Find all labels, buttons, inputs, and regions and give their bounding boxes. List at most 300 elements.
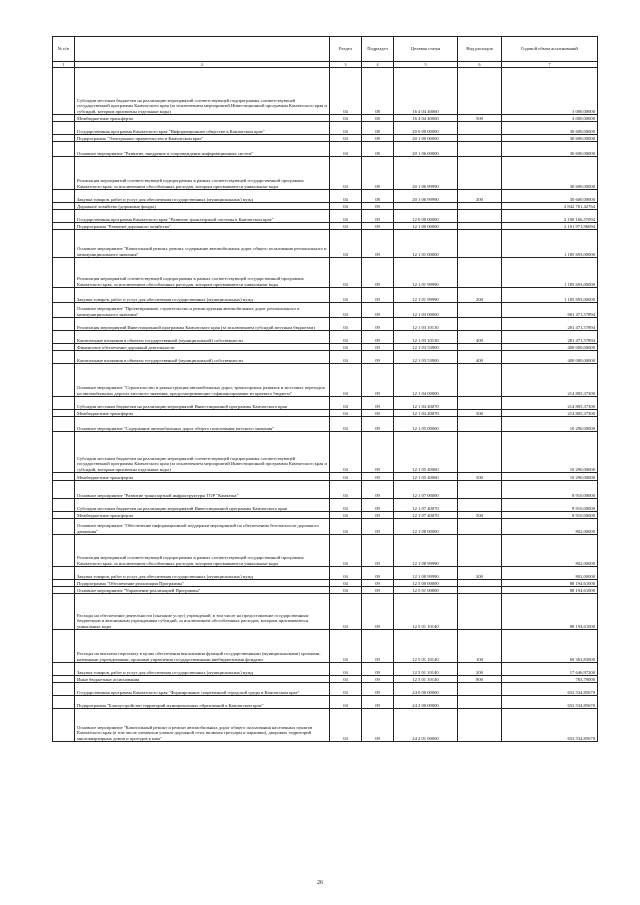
row-number xyxy=(53,481,75,499)
row-target-article: 12 5 00 00000 xyxy=(394,580,458,587)
table-row xyxy=(53,696,598,709)
row-razdel: 04 xyxy=(330,157,362,190)
row-target-article: 12 5 01 10140 xyxy=(394,663,458,676)
row-number xyxy=(53,331,75,344)
table-row xyxy=(53,351,598,364)
row-target-article: 12 1 08 99990 xyxy=(394,567,458,580)
row-razdel: 04 xyxy=(330,303,362,318)
row-amount: 214 805,37300 xyxy=(502,364,598,397)
row-target-article: 12 1 01 99990 xyxy=(394,258,458,288)
row-expense-type xyxy=(458,210,502,223)
table-row xyxy=(53,122,598,135)
row-number xyxy=(53,303,75,318)
row-amount: 802,00000 xyxy=(502,567,598,580)
row-name: Основное мероприятие "Управление реализацией Программы" xyxy=(75,587,330,594)
row-name: Капитальные вложения в объекты государственной (муниципальной) собственности xyxy=(75,351,330,364)
row-number xyxy=(53,709,75,742)
header-target-article: Целевая статья xyxy=(394,37,458,62)
row-razdel: 04 xyxy=(330,663,362,676)
row-expense-type xyxy=(458,142,502,157)
row-target-article: 12 1 08 00000 xyxy=(394,519,458,535)
table-row xyxy=(53,519,598,535)
row-amount: 681 471,57894 xyxy=(502,303,598,318)
row-razdel: 04 xyxy=(330,331,362,344)
row-amount: 3 000,00000 xyxy=(502,115,598,122)
row-name: Субсидии местным бюджетам на реализацию мероприятий соответствующей подпрограммы соответствующей государственной программы Камчатского края (за исключением мероприятий Инвестиционной программы Камчатского края и субсидий, которым присвоены отдельные коды) xyxy=(75,432,330,473)
row-expense-type xyxy=(458,203,502,210)
row-target-article: 12 1 08 99990 xyxy=(394,535,458,567)
row-amount: 1 185 693,00000 xyxy=(502,288,598,303)
table-row xyxy=(53,709,598,742)
table-row xyxy=(53,594,598,630)
row-razdel: 04 xyxy=(330,473,362,481)
row-podrazdel: 09 xyxy=(362,410,394,417)
table-row xyxy=(53,587,598,594)
row-target-article: 12 0 00 00000 xyxy=(394,210,458,223)
row-name: Основное мероприятие "Строительство и реконструкция автомобильных дорог, транспортных развязок и мостовых переходов на автомобильных дорогах местного значения, предусматривающие софинансирование из краевого бюджета" xyxy=(75,364,330,397)
row-name: Реализация мероприятий Инвестиционной программы Камчатского края (за исключением субсидий местным бюджетам) xyxy=(75,318,330,331)
row-number xyxy=(53,473,75,481)
row-expense-type xyxy=(458,417,502,432)
row-podrazdel: 09 xyxy=(362,210,394,223)
row-podrazdel: 09 xyxy=(362,344,394,351)
row-name: Межбюджетные трансферты xyxy=(75,115,330,122)
row-expense-type: 200 xyxy=(458,288,502,303)
table-row xyxy=(53,417,598,432)
row-podrazdel: 09 xyxy=(362,364,394,397)
row-podrazdel: 09 xyxy=(362,535,394,567)
table-header-row xyxy=(53,37,598,62)
row-amount: 8 910,00000 xyxy=(502,481,598,499)
row-expense-type xyxy=(458,364,502,397)
table-row xyxy=(53,68,598,115)
table-body xyxy=(53,68,598,742)
row-number xyxy=(53,683,75,696)
row-number xyxy=(53,190,75,203)
row-name: Государственная программа Камчатского края "Формирование современной городской среды в Камчатском крае" xyxy=(75,683,330,696)
row-expense-type xyxy=(458,519,502,535)
row-amount: 10 290,00000 xyxy=(502,473,598,481)
row-razdel: 04 xyxy=(330,142,362,157)
row-target-article: 24 2 01 00000 xyxy=(394,709,458,742)
row-expense-type: 500 xyxy=(458,512,502,519)
row-podrazdel: 08 xyxy=(362,157,394,190)
table-row xyxy=(53,580,598,587)
row-amount: 214 805,37300 xyxy=(502,397,598,410)
row-amount: 1 185 693,00000 xyxy=(502,258,598,288)
row-expense-type xyxy=(458,580,502,587)
row-number xyxy=(53,230,75,258)
row-razdel: 04 xyxy=(330,535,362,567)
table-row xyxy=(53,499,598,512)
row-target-article: 12 1 07 00000 xyxy=(394,481,458,499)
row-number xyxy=(53,344,75,351)
row-podrazdel: 09 xyxy=(362,696,394,709)
row-expense-type xyxy=(458,587,502,594)
row-razdel: 04 xyxy=(330,135,362,142)
page-number: 26 xyxy=(317,880,323,886)
row-podrazdel: 09 xyxy=(362,663,394,676)
row-expense-type: 500 xyxy=(458,115,502,122)
row-amount: 17 646,97200 xyxy=(502,663,598,676)
row-razdel: 04 xyxy=(330,499,362,512)
row-razdel: 04 xyxy=(330,230,362,258)
row-expense-type xyxy=(458,594,502,630)
row-expense-type: 400 xyxy=(458,331,502,344)
row-razdel: 04 xyxy=(330,203,362,210)
row-razdel: 04 xyxy=(330,210,362,223)
row-target-article: 12 1 07 40070 xyxy=(394,499,458,512)
row-number xyxy=(53,410,75,417)
row-expense-type xyxy=(458,318,502,331)
row-amount: 281 471,57894 xyxy=(502,331,598,344)
row-target-article: 12 1 05 40060 xyxy=(394,432,458,473)
row-podrazdel: 09 xyxy=(362,676,394,683)
row-expense-type xyxy=(458,223,502,230)
row-target-article: 20 0 00 00000 xyxy=(394,122,458,135)
row-target-article: 24 0 00 00000 xyxy=(394,683,458,696)
row-podrazdel: 09 xyxy=(362,230,394,258)
row-expense-type xyxy=(458,230,502,258)
col-index: 2 xyxy=(75,62,330,68)
row-name: Реализация мероприятий соответствующей подпрограммы в рамках соответствующей государственной программы Камчатского края, за исключением обособленных расходов, которым присваиваются уникальные коды xyxy=(75,258,330,288)
row-expense-type xyxy=(458,683,502,696)
row-target-article: 12 1 01 00000 xyxy=(394,230,458,258)
row-podrazdel: 09 xyxy=(362,594,394,630)
row-amount: 802,00000 xyxy=(502,535,598,567)
row-expense-type xyxy=(458,481,502,499)
table-row xyxy=(53,676,598,683)
row-amount: 652 534,85670 xyxy=(502,683,598,696)
header-razdel: Раздел xyxy=(330,37,362,62)
row-number xyxy=(53,115,75,122)
row-podrazdel: 09 xyxy=(362,303,394,318)
row-razdel: 04 xyxy=(330,318,362,331)
row-name: Государственная программа Камчатского края "Информационное общество в Камчатском крае" xyxy=(75,122,330,135)
row-amount: 802,00000 xyxy=(502,519,598,535)
row-amount: 30 600,00000 xyxy=(502,157,598,190)
row-target-article: 12 5 01 10140 xyxy=(394,594,458,630)
row-podrazdel: 09 xyxy=(362,351,394,364)
row-razdel: 04 xyxy=(330,190,362,203)
row-expense-type: 500 xyxy=(458,473,502,481)
row-name: Подпрограмма "Электронное правительство в Камчатском крае" xyxy=(75,135,330,142)
table-row xyxy=(53,303,598,318)
row-number xyxy=(53,696,75,709)
table-row xyxy=(53,683,598,696)
row-razdel: 04 xyxy=(330,68,362,115)
row-razdel: 04 xyxy=(330,223,362,230)
table-row xyxy=(53,157,598,190)
table-row xyxy=(53,663,598,676)
row-name: Государственная программа Камчатского края "Развитие транспортной системы в Камчатском крае" xyxy=(75,210,330,223)
row-number xyxy=(53,203,75,210)
row-expense-type: 200 xyxy=(458,663,502,676)
table-row xyxy=(53,203,598,210)
table-row xyxy=(53,331,598,344)
row-razdel: 04 xyxy=(330,580,362,587)
row-amount: 3 000,00000 xyxy=(502,68,598,115)
col-index: 7 xyxy=(502,62,598,68)
row-razdel: 04 xyxy=(330,587,362,594)
table-row xyxy=(53,230,598,258)
row-name: Основное мероприятие "Обеспечение информационной поддержки мероприятий по обеспечению безопасности дорожного движения" xyxy=(75,519,330,535)
row-target-article: 12 1 07 40070 xyxy=(394,512,458,519)
row-name: Капитальные вложения в объекты государственной (муниципальной) собственности xyxy=(75,331,330,344)
row-podrazdel: 09 xyxy=(362,683,394,696)
row-number xyxy=(53,663,75,676)
table-row xyxy=(53,115,598,122)
row-name: Субсидии местным бюджетам на реализацию мероприятий Инвестиционной программы Камчатского края xyxy=(75,499,330,512)
col-index: 3 xyxy=(330,62,362,68)
row-amount: 88 194,61000 xyxy=(502,580,598,587)
row-amount: 69 363,83000 xyxy=(502,630,598,663)
row-podrazdel: 09 xyxy=(362,318,394,331)
row-expense-type xyxy=(458,432,502,473)
row-razdel: 04 xyxy=(330,676,362,683)
row-razdel: 04 xyxy=(330,397,362,410)
table-row xyxy=(53,190,598,203)
row-expense-type: 100 xyxy=(458,630,502,663)
row-expense-type xyxy=(458,535,502,567)
row-podrazdel: 09 xyxy=(362,417,394,432)
row-number xyxy=(53,580,75,587)
row-number xyxy=(53,288,75,303)
row-target-article xyxy=(394,203,458,210)
row-number xyxy=(53,122,75,135)
row-amount: 1 185 693,00000 xyxy=(502,230,598,258)
row-target-article: 24 2 00 00000 xyxy=(394,696,458,709)
row-amount: 214 805,37300 xyxy=(502,410,598,417)
row-podrazdel: 08 xyxy=(362,68,394,115)
row-razdel: 04 xyxy=(330,417,362,432)
row-podrazdel: 09 xyxy=(362,519,394,535)
row-name: Субсидии местным бюджетам на реализацию мероприятий Инвестиционной программы Камчатского края xyxy=(75,397,330,410)
table-row xyxy=(53,288,598,303)
row-name: Подпрограмма "Благоустройство территорий муниципальных образований в Камчатском крае" xyxy=(75,696,330,709)
row-expense-type: 500 xyxy=(458,410,502,417)
budget-table xyxy=(52,36,598,742)
row-amount: 2 101 971,96094 xyxy=(502,223,598,230)
col-index: 4 xyxy=(362,62,394,68)
row-expense-type: 200 xyxy=(458,190,502,203)
row-razdel: 04 xyxy=(330,115,362,122)
row-number xyxy=(53,499,75,512)
col-index: 5 xyxy=(394,62,458,68)
row-razdel: 04 xyxy=(330,512,362,519)
row-amount: 8 910,00000 xyxy=(502,512,598,519)
row-name: Финансовое обеспечение дорожной деятельности xyxy=(75,344,330,351)
table-row xyxy=(53,258,598,288)
table-row xyxy=(53,535,598,567)
row-target-article: 20 1 06 99990 xyxy=(394,157,458,190)
row-razdel: 04 xyxy=(330,709,362,742)
table-row xyxy=(53,318,598,331)
row-target-article: 12 1 01 99990 xyxy=(394,288,458,303)
row-target-article: 12 5 01 10140 xyxy=(394,676,458,683)
row-number xyxy=(53,594,75,630)
row-podrazdel: 09 xyxy=(362,481,394,499)
row-podrazdel: 09 xyxy=(362,630,394,663)
row-razdel: 04 xyxy=(330,432,362,473)
row-amount: 30 600,00000 xyxy=(502,135,598,142)
row-name: Закупка товаров, работ и услуг для обеспечения государственных (муниципальных) нужд xyxy=(75,567,330,580)
row-target-article: 12 1 03 53900 xyxy=(394,344,458,351)
row-razdel: 04 xyxy=(330,683,362,696)
row-podrazdel: 09 xyxy=(362,288,394,303)
row-podrazdel: 08 xyxy=(362,135,394,142)
row-expense-type xyxy=(458,258,502,288)
row-podrazdel: 08 xyxy=(362,115,394,122)
row-name: Основное мероприятие "Развитие, внедрение и сопровождение информационных систем" xyxy=(75,142,330,157)
row-target-article: 12 1 03 00000 xyxy=(394,303,458,318)
row-name: Расходы на выплаты персоналу в целях обеспечения выполнения функций государственными (муниципальными) органами, казенными учреждениями, органами управления государственными внебюджетными фондами xyxy=(75,630,330,663)
row-podrazdel: 09 xyxy=(362,258,394,288)
row-number xyxy=(53,210,75,223)
row-number xyxy=(53,676,75,683)
row-podrazdel: 09 xyxy=(362,331,394,344)
row-target-article: 12 1 03 10130 xyxy=(394,331,458,344)
row-razdel: 04 xyxy=(330,364,362,397)
row-amount: 88 194,61000 xyxy=(502,594,598,630)
row-amount: 88 194,61000 xyxy=(502,587,598,594)
row-podrazdel: 08 xyxy=(362,190,394,203)
row-target-article: 20 1 06 00000 xyxy=(394,142,458,157)
row-target-article: 12 1 04 40070 xyxy=(394,397,458,410)
row-podrazdel: 09 xyxy=(362,709,394,742)
row-target-article: 16 4 04 40060 xyxy=(394,115,458,122)
row-name: Основное мероприятие "Развитие транспортной инфраструктуры ТОР "Камчатка" xyxy=(75,481,330,499)
row-amount: 30 600,00000 xyxy=(502,190,598,203)
row-number xyxy=(53,397,75,410)
table-row xyxy=(53,397,598,410)
table-row xyxy=(53,432,598,473)
row-target-article: 12 5 01 10140 xyxy=(394,630,458,663)
row-name: Дорожное хозяйство (дорожные фонды) xyxy=(75,203,330,210)
row-name: Закупка товаров, работ и услуг для обеспечения государственных (муниципальных) нужд xyxy=(75,663,330,676)
row-expense-type xyxy=(458,68,502,115)
row-amount: 783,79000 xyxy=(502,676,598,683)
row-expense-type xyxy=(458,344,502,351)
row-target-article: 12 1 05 00000 xyxy=(394,417,458,432)
row-razdel: 04 xyxy=(330,630,362,663)
table-row xyxy=(53,364,598,397)
row-razdel: 04 xyxy=(330,481,362,499)
row-razdel: 04 xyxy=(330,344,362,351)
row-target-article: 16 4 04 40060 xyxy=(394,68,458,115)
header-expense-type: Вид расходов xyxy=(458,37,502,62)
row-podrazdel: 09 xyxy=(362,499,394,512)
row-amount: 10 290,00000 xyxy=(502,417,598,432)
row-razdel: 04 xyxy=(330,410,362,417)
row-name: Расходы на обеспечение деятельности (оказание услуг) учреждений, в том числе на предоставление государственным бюджетным и автономным учреждениям субсидий, за исключением обособленных расходов, которым присваиваются уникальные коды xyxy=(75,594,330,630)
row-amount: 652 534,85670 xyxy=(502,696,598,709)
row-expense-type: 400 xyxy=(458,351,502,364)
row-number xyxy=(53,519,75,535)
header-no: № п/п xyxy=(53,37,75,62)
row-podrazdel: 09 xyxy=(362,580,394,587)
table-row xyxy=(53,630,598,663)
row-target-article: 12 1 03 53900 xyxy=(394,351,458,364)
row-number xyxy=(53,142,75,157)
row-target-article: 20 1 06 99990 xyxy=(394,190,458,203)
row-amount: 30 600,00000 xyxy=(502,142,598,157)
row-razdel: 04 xyxy=(330,594,362,630)
row-razdel: 04 xyxy=(330,519,362,535)
row-razdel: 04 xyxy=(330,696,362,709)
row-target-article: 12 1 03 10130 xyxy=(394,318,458,331)
row-expense-type xyxy=(458,397,502,410)
row-number xyxy=(53,417,75,432)
row-podrazdel: 08 xyxy=(362,142,394,157)
row-podrazdel: 09 xyxy=(362,473,394,481)
row-name: Закупка товаров, работ и услуг для обеспечения государственных (муниципальных) нужд xyxy=(75,190,330,203)
row-name: Основное мероприятие "Капитальный ремонт и ремонт автомобильных дорог общего пользования населенных пунктов Камчатского края (в том числе элементов улично-дорожной сети, включая тротуары и парковки), дворовых территорий многоквартирных домов и проездов к ним" xyxy=(75,709,330,742)
row-name: Подпрограмма "Развитие дорожного хозяйства" xyxy=(75,223,330,230)
row-expense-type xyxy=(458,157,502,190)
row-expense-type xyxy=(458,696,502,709)
row-name: Закупка товаров, работ и услуг для обеспечения государственных (муниципальных) нужд xyxy=(75,288,330,303)
row-expense-type xyxy=(458,303,502,318)
row-target-article: 12 1 00 00000 xyxy=(394,223,458,230)
row-podrazdel: 09 xyxy=(362,397,394,410)
row-number xyxy=(53,512,75,519)
row-amount: 652 534,85670 xyxy=(502,709,598,742)
table-row xyxy=(53,473,598,481)
table-row xyxy=(53,344,598,351)
document-page xyxy=(52,36,597,742)
row-target-article: 12 1 04 00000 xyxy=(394,364,458,397)
row-name: Основное мероприятие "Проектирование, строительство и реконструкция автомобильных дорог регионального и межмуниципального значения" xyxy=(75,303,330,318)
row-amount: 8 910,00000 xyxy=(502,499,598,512)
row-target-article: 20 1 00 00000 xyxy=(394,135,458,142)
row-podrazdel: 09 xyxy=(362,203,394,210)
row-number xyxy=(53,318,75,331)
row-number xyxy=(53,351,75,364)
row-podrazdel: 09 xyxy=(362,223,394,230)
row-number xyxy=(53,535,75,567)
row-amount: 10 290,00000 xyxy=(502,432,598,473)
row-target-article: 12 1 04 40070 xyxy=(394,410,458,417)
table-row xyxy=(53,223,598,230)
row-number xyxy=(53,135,75,142)
row-amount: 400 000,00000 xyxy=(502,351,598,364)
row-number xyxy=(53,432,75,473)
row-name: Основное мероприятие "Содержание автомобильных дорог общего пользования местного значения" xyxy=(75,417,330,432)
row-razdel: 04 xyxy=(330,288,362,303)
row-name: Межбюджетные трансферты xyxy=(75,473,330,481)
row-amount: 2 842 761,42764 xyxy=(502,203,598,210)
row-amount: 30 600,00000 xyxy=(502,122,598,135)
row-razdel: 04 xyxy=(330,122,362,135)
row-target-article: 12 1 05 40060 xyxy=(394,473,458,481)
table-row xyxy=(53,142,598,157)
row-expense-type xyxy=(458,709,502,742)
row-number xyxy=(53,223,75,230)
row-number xyxy=(53,258,75,288)
row-razdel: 04 xyxy=(330,567,362,580)
row-name: Межбюджетные трансферты xyxy=(75,410,330,417)
header-podrazdel: Подраздел xyxy=(362,37,394,62)
row-expense-type xyxy=(458,122,502,135)
table-row xyxy=(53,410,598,417)
row-amount: 281 471,57894 xyxy=(502,318,598,331)
row-number xyxy=(53,364,75,397)
row-podrazdel: 09 xyxy=(362,587,394,594)
row-podrazdel: 09 xyxy=(362,567,394,580)
row-name: Субсидии местным бюджетам на реализацию мероприятий соответствующей подпрограммы соответствующей государственной программы Камчатского края (за исключением мероприятий Инвестиционной программы Камчатского края и субсидий, которым присвоены отдельные коды) xyxy=(75,68,330,115)
table-row xyxy=(53,567,598,580)
